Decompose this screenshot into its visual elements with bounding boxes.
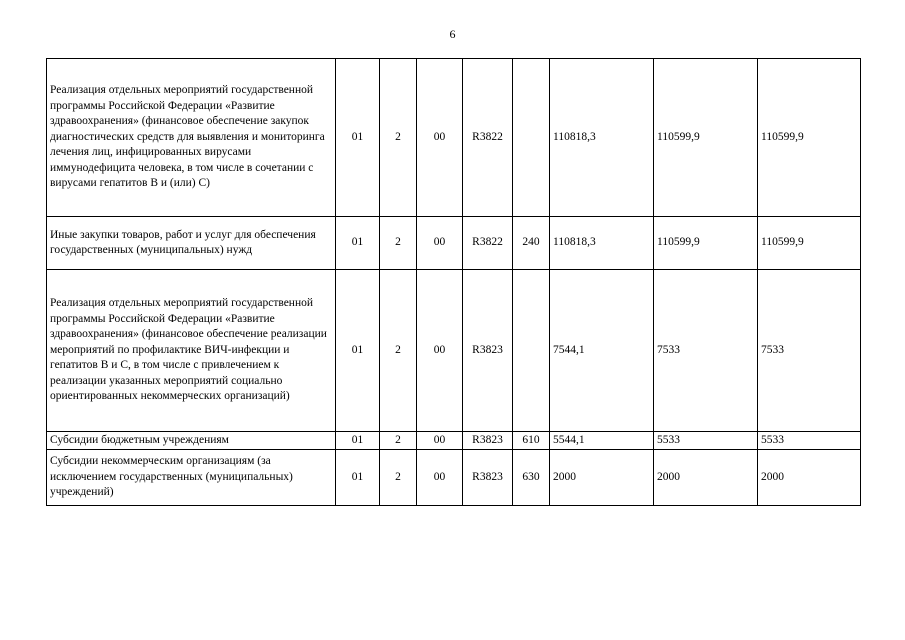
table-row bbox=[47, 270, 861, 432]
row-description: Субсидии бюджетным учреждениям bbox=[47, 432, 336, 450]
table-row bbox=[47, 432, 861, 450]
cell-amount-year-1: 5544,1 bbox=[550, 432, 654, 450]
cell-amount-year-2: 5533 bbox=[654, 432, 758, 450]
cell-program: 01 bbox=[336, 432, 380, 450]
row-description: Иные закупки товаров, работ и услуг для обеспечения государственных (муниципальных) нужд bbox=[47, 217, 336, 270]
cell-amount-year-3: 7533 bbox=[758, 270, 861, 432]
cell-expense-type: 610 bbox=[513, 432, 550, 450]
cell-direction-code: R3823 bbox=[463, 432, 513, 450]
cell-subprogram: 2 bbox=[380, 450, 417, 506]
cell-direction-code: R3822 bbox=[463, 217, 513, 270]
cell-amount-year-1: 2000 bbox=[550, 450, 654, 506]
cell-main-activity: 00 bbox=[417, 450, 463, 506]
cell-amount-year-2: 110599,9 bbox=[654, 59, 758, 217]
row-description: Реализация отдельных мероприятий государственной программы Российской Федерации «Развитие здравоохранения» (финансовое обеспечение реализации мероприятий по профилактике ВИЧ-инфекции и гепатитов В и С, в том числе с привлечением к реализации указанных мероприятий социально ориентированных некоммерческих организаций) bbox=[47, 270, 336, 432]
cell-program: 01 bbox=[336, 450, 380, 506]
cell-direction-code: R3823 bbox=[463, 450, 513, 506]
cell-amount-year-3: 110599,9 bbox=[758, 217, 861, 270]
cell-subprogram: 2 bbox=[380, 270, 417, 432]
cell-amount-year-1: 110818,3 bbox=[550, 59, 654, 217]
cell-direction-code: R3823 bbox=[463, 270, 513, 432]
cell-amount-year-1: 7544,1 bbox=[550, 270, 654, 432]
cell-amount-year-3: 2000 bbox=[758, 450, 861, 506]
row-description: Субсидии некоммерческим организациям (за исключением государственных (муниципальных) учреждений) bbox=[47, 450, 336, 506]
cell-main-activity: 00 bbox=[417, 432, 463, 450]
cell-expense-type: 240 bbox=[513, 217, 550, 270]
cell-amount-year-2: 7533 bbox=[654, 270, 758, 432]
cell-expense-type bbox=[513, 270, 550, 432]
cell-main-activity: 00 bbox=[417, 59, 463, 217]
cell-amount-year-3: 110599,9 bbox=[758, 59, 861, 217]
cell-main-activity: 00 bbox=[417, 270, 463, 432]
cell-expense-type bbox=[513, 59, 550, 217]
table-row bbox=[47, 217, 861, 270]
cell-subprogram: 2 bbox=[380, 217, 417, 270]
row-description: Реализация отдельных мероприятий государственной программы Российской Федерации «Развитие здравоохранения» (финансовое обеспечение закупок диагностических средств для выявления и мониторинга лечения лиц, инфицированных вирусами иммунодефицита человека, в том числе в сочетании с вирусами гепатитов В и (или) С) bbox=[47, 59, 336, 217]
cell-amount-year-3: 5533 bbox=[758, 432, 861, 450]
cell-program: 01 bbox=[336, 217, 380, 270]
cell-program: 01 bbox=[336, 270, 380, 432]
cell-expense-type: 630 bbox=[513, 450, 550, 506]
cell-amount-year-2: 110599,9 bbox=[654, 217, 758, 270]
table-row bbox=[47, 450, 861, 506]
cell-program: 01 bbox=[336, 59, 380, 217]
page-number: 6 bbox=[449, 27, 456, 41]
cell-direction-code: R3822 bbox=[463, 59, 513, 217]
table-row bbox=[47, 59, 861, 217]
cell-subprogram: 2 bbox=[380, 432, 417, 450]
cell-subprogram: 2 bbox=[380, 59, 417, 217]
budget-table bbox=[46, 58, 861, 506]
cell-amount-year-2: 2000 bbox=[654, 450, 758, 506]
cell-main-activity: 00 bbox=[417, 217, 463, 270]
cell-amount-year-1: 110818,3 bbox=[550, 217, 654, 270]
